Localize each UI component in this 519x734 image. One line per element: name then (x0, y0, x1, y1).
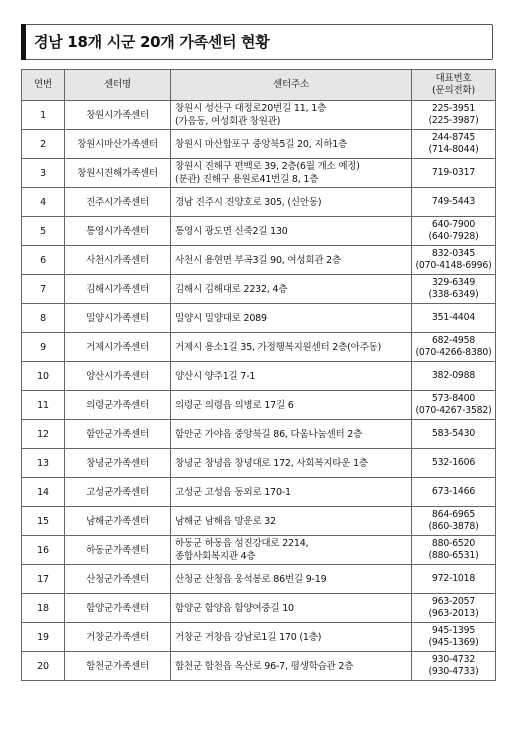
center-name: 산청군가족센터 (65, 565, 171, 594)
table-header-row (22, 70, 496, 101)
center-address (171, 536, 412, 565)
center-address (171, 594, 412, 623)
center-name: 김해시가족센터 (65, 275, 171, 304)
center-address (171, 304, 412, 333)
phone-main: 749-5443 (431, 196, 476, 207)
center-name: 합천군가족센터 (65, 652, 171, 681)
header-address: 센터주소 (171, 70, 412, 101)
row-number: 10 (22, 362, 65, 391)
center-phone (412, 275, 496, 304)
phone-main: 972-1018 (431, 573, 476, 584)
center-address (171, 362, 412, 391)
center-phone (412, 101, 496, 130)
table-row (22, 536, 496, 565)
phone-inquiry: (963-2013) (428, 608, 479, 619)
center-address (171, 507, 412, 536)
phone-main: 682-4958 (431, 335, 476, 346)
address-line: 창원시 진해구 편백로 39, 2층(6월 개소 예정) (175, 161, 360, 172)
phone-main: 673-1466 (431, 486, 476, 497)
table-row (22, 478, 496, 507)
phone-main: 864-6965 (431, 509, 476, 520)
phone-main: 963-2057 (431, 596, 476, 607)
phone-main: 640-7900 (431, 219, 476, 230)
center-phone (412, 449, 496, 478)
table-row (22, 652, 496, 681)
address-line: 창원시 성산구 대정로20번길 11, 1층 (175, 103, 327, 114)
center-address (171, 130, 412, 159)
center-address (171, 623, 412, 652)
center-phone (412, 507, 496, 536)
center-phone (412, 652, 496, 681)
centers-table (21, 69, 496, 681)
center-name: 밀양시가족센터 (65, 304, 171, 333)
header-phone (412, 70, 496, 101)
center-name: 창원시가족센터 (65, 101, 171, 130)
center-phone (412, 188, 496, 217)
address-line: 함안군 가야읍 중앙북길 86, 다움나눔센터 2층 (175, 428, 363, 440)
address-line: 고성군 고성읍 동외로 170-1 (175, 486, 291, 498)
address-line: 밀양시 밀양대로 2089 (175, 312, 267, 324)
phone-main: 329-6349 (431, 277, 476, 288)
center-name: 하동군가족센터 (65, 536, 171, 565)
address-line: 거창군 거창읍 강남로1길 170 (1층) (175, 631, 322, 643)
phone-main: 244-8745 (431, 132, 476, 143)
center-phone (412, 362, 496, 391)
phone-main: 573-8400 (431, 393, 476, 404)
row-number: 3 (22, 159, 65, 188)
address-line: 창녕군 창녕읍 창녕대로 172, 사회복지타운 1층 (175, 457, 368, 469)
table-row (22, 304, 496, 333)
address-line: 거제시 용소1길 35, 가정행복지원센터 2층(아주동) (175, 341, 382, 353)
center-address (171, 565, 412, 594)
table-row (22, 362, 496, 391)
row-number: 15 (22, 507, 65, 536)
center-name: 진주시가족센터 (65, 188, 171, 217)
center-phone (412, 420, 496, 449)
header-phone-line2: (문의전화) (432, 85, 475, 96)
center-phone (412, 304, 496, 333)
address-line: 창원시 마산합포구 중앙북5길 20, 지하1층 (175, 138, 348, 150)
address-line: (가음동, 여성회관 창원관) (175, 116, 281, 127)
row-number: 5 (22, 217, 65, 246)
center-name: 통영시가족센터 (65, 217, 171, 246)
phone-main: 225-3951 (431, 103, 476, 114)
center-name: 창원시마산가족센터 (65, 130, 171, 159)
table-row (22, 333, 496, 362)
page-title: 경남 18개 시군 20개 가족센터 현황 (34, 33, 270, 51)
phone-inquiry: (338-6349) (428, 289, 479, 300)
table-row (22, 507, 496, 536)
address-line: 함양군 함양읍 함양여중길 10 (175, 602, 294, 614)
address-line: 통영시 광도면 신죽2길 130 (175, 225, 288, 237)
row-number: 17 (22, 565, 65, 594)
table-row (22, 159, 496, 188)
phone-main: 930-4732 (431, 654, 476, 665)
center-address (171, 420, 412, 449)
phone-inquiry: (070-4148-6996) (415, 260, 492, 271)
table-row (22, 246, 496, 275)
phone-main: 583-5430 (431, 428, 476, 439)
center-address (171, 652, 412, 681)
table-row (22, 130, 496, 159)
header-no: 연번 (22, 70, 65, 101)
address-line: 종합사회복지관 4층 (175, 551, 256, 562)
row-number: 1 (22, 101, 65, 130)
phone-inquiry: (640-7928) (428, 231, 479, 242)
phone-main: 532-1606 (431, 457, 476, 468)
center-phone (412, 333, 496, 362)
address-line: 남해군 남해읍 망운로 32 (175, 515, 276, 527)
row-number: 14 (22, 478, 65, 507)
table-row (22, 449, 496, 478)
center-phone (412, 594, 496, 623)
row-number: 8 (22, 304, 65, 333)
phone-main: 382-0988 (431, 370, 476, 381)
center-address (171, 159, 412, 188)
center-name: 사천시가족센터 (65, 246, 171, 275)
table-row (22, 188, 496, 217)
center-name: 남해군가족센터 (65, 507, 171, 536)
address-line: 하동군 하동읍 섬진강대로 2214, (175, 538, 309, 549)
row-number: 4 (22, 188, 65, 217)
row-number: 2 (22, 130, 65, 159)
row-number: 18 (22, 594, 65, 623)
address-line: 의령군 의령읍 의병로 17길 6 (175, 399, 294, 411)
center-name: 의령군가족센터 (65, 391, 171, 420)
center-name: 양산시가족센터 (65, 362, 171, 391)
center-phone (412, 623, 496, 652)
row-number: 6 (22, 246, 65, 275)
table-body (22, 101, 496, 681)
center-address (171, 333, 412, 362)
row-number: 9 (22, 333, 65, 362)
header-name: 센터명 (65, 70, 171, 101)
phone-inquiry: (714-8044) (428, 144, 479, 155)
center-phone (412, 217, 496, 246)
phone-main: 719-0317 (431, 167, 476, 178)
center-phone (412, 565, 496, 594)
center-name: 고성군가족센터 (65, 478, 171, 507)
table-row (22, 594, 496, 623)
table-row (22, 391, 496, 420)
center-phone (412, 130, 496, 159)
table-row (22, 623, 496, 652)
phone-inquiry: (945-1369) (428, 637, 479, 648)
center-address (171, 101, 412, 130)
center-phone (412, 536, 496, 565)
phone-main: 945-1395 (431, 625, 476, 636)
address-line: 김해시 김해대로 2232, 4층 (175, 283, 288, 295)
phone-main: 351-4404 (431, 312, 476, 323)
address-line: 양산시 양주1길 7-1 (175, 370, 256, 382)
center-name: 창원시진해가족센터 (65, 159, 171, 188)
phone-inquiry: (860-3878) (428, 521, 479, 532)
center-address (171, 217, 412, 246)
row-number: 16 (22, 536, 65, 565)
table-row (22, 217, 496, 246)
row-number: 19 (22, 623, 65, 652)
row-number: 12 (22, 420, 65, 449)
center-address (171, 275, 412, 304)
center-name: 함양군가족센터 (65, 594, 171, 623)
center-address (171, 478, 412, 507)
phone-main: 832-0345 (431, 248, 476, 259)
phone-inquiry: (930-4733) (428, 666, 479, 677)
center-address (171, 391, 412, 420)
center-name: 함안군가족센터 (65, 420, 171, 449)
table-row (22, 565, 496, 594)
address-line: 합천군 합천읍 옥산로 96-7, 평생학습관 2층 (175, 660, 354, 672)
table-row (22, 420, 496, 449)
center-phone (412, 391, 496, 420)
address-line: 사천시 용현면 부곡3길 90, 여성회관 2층 (175, 254, 341, 266)
phone-inquiry: (880-6531) (428, 550, 479, 561)
center-address (171, 188, 412, 217)
title-accent-bar (21, 24, 26, 60)
row-number: 20 (22, 652, 65, 681)
center-phone (412, 159, 496, 188)
center-name: 거창군가족센터 (65, 623, 171, 652)
address-line: (분관) 진해구 용원로41번길 8, 1층 (175, 174, 319, 185)
table-row (22, 101, 496, 130)
phone-inquiry: (070-4267-3582) (415, 405, 492, 416)
phone-inquiry: (225-3987) (428, 115, 479, 126)
center-phone (412, 478, 496, 507)
center-address (171, 449, 412, 478)
table-row (22, 275, 496, 304)
address-line: 산청군 산청읍 웅석봉로 86번길 9-19 (175, 573, 327, 585)
row-number: 13 (22, 449, 65, 478)
phone-inquiry: (070-4266-8380) (415, 347, 492, 358)
row-number: 7 (22, 275, 65, 304)
center-phone (412, 246, 496, 275)
header-phone-line1: 대표번호 (435, 73, 472, 84)
center-name: 창녕군가족센터 (65, 449, 171, 478)
phone-main: 880-6520 (431, 538, 476, 549)
row-number: 11 (22, 391, 65, 420)
center-address (171, 246, 412, 275)
center-name: 거제시가족센터 (65, 333, 171, 362)
address-line: 경남 진주시 진양호로 305, (신안동) (175, 196, 322, 208)
